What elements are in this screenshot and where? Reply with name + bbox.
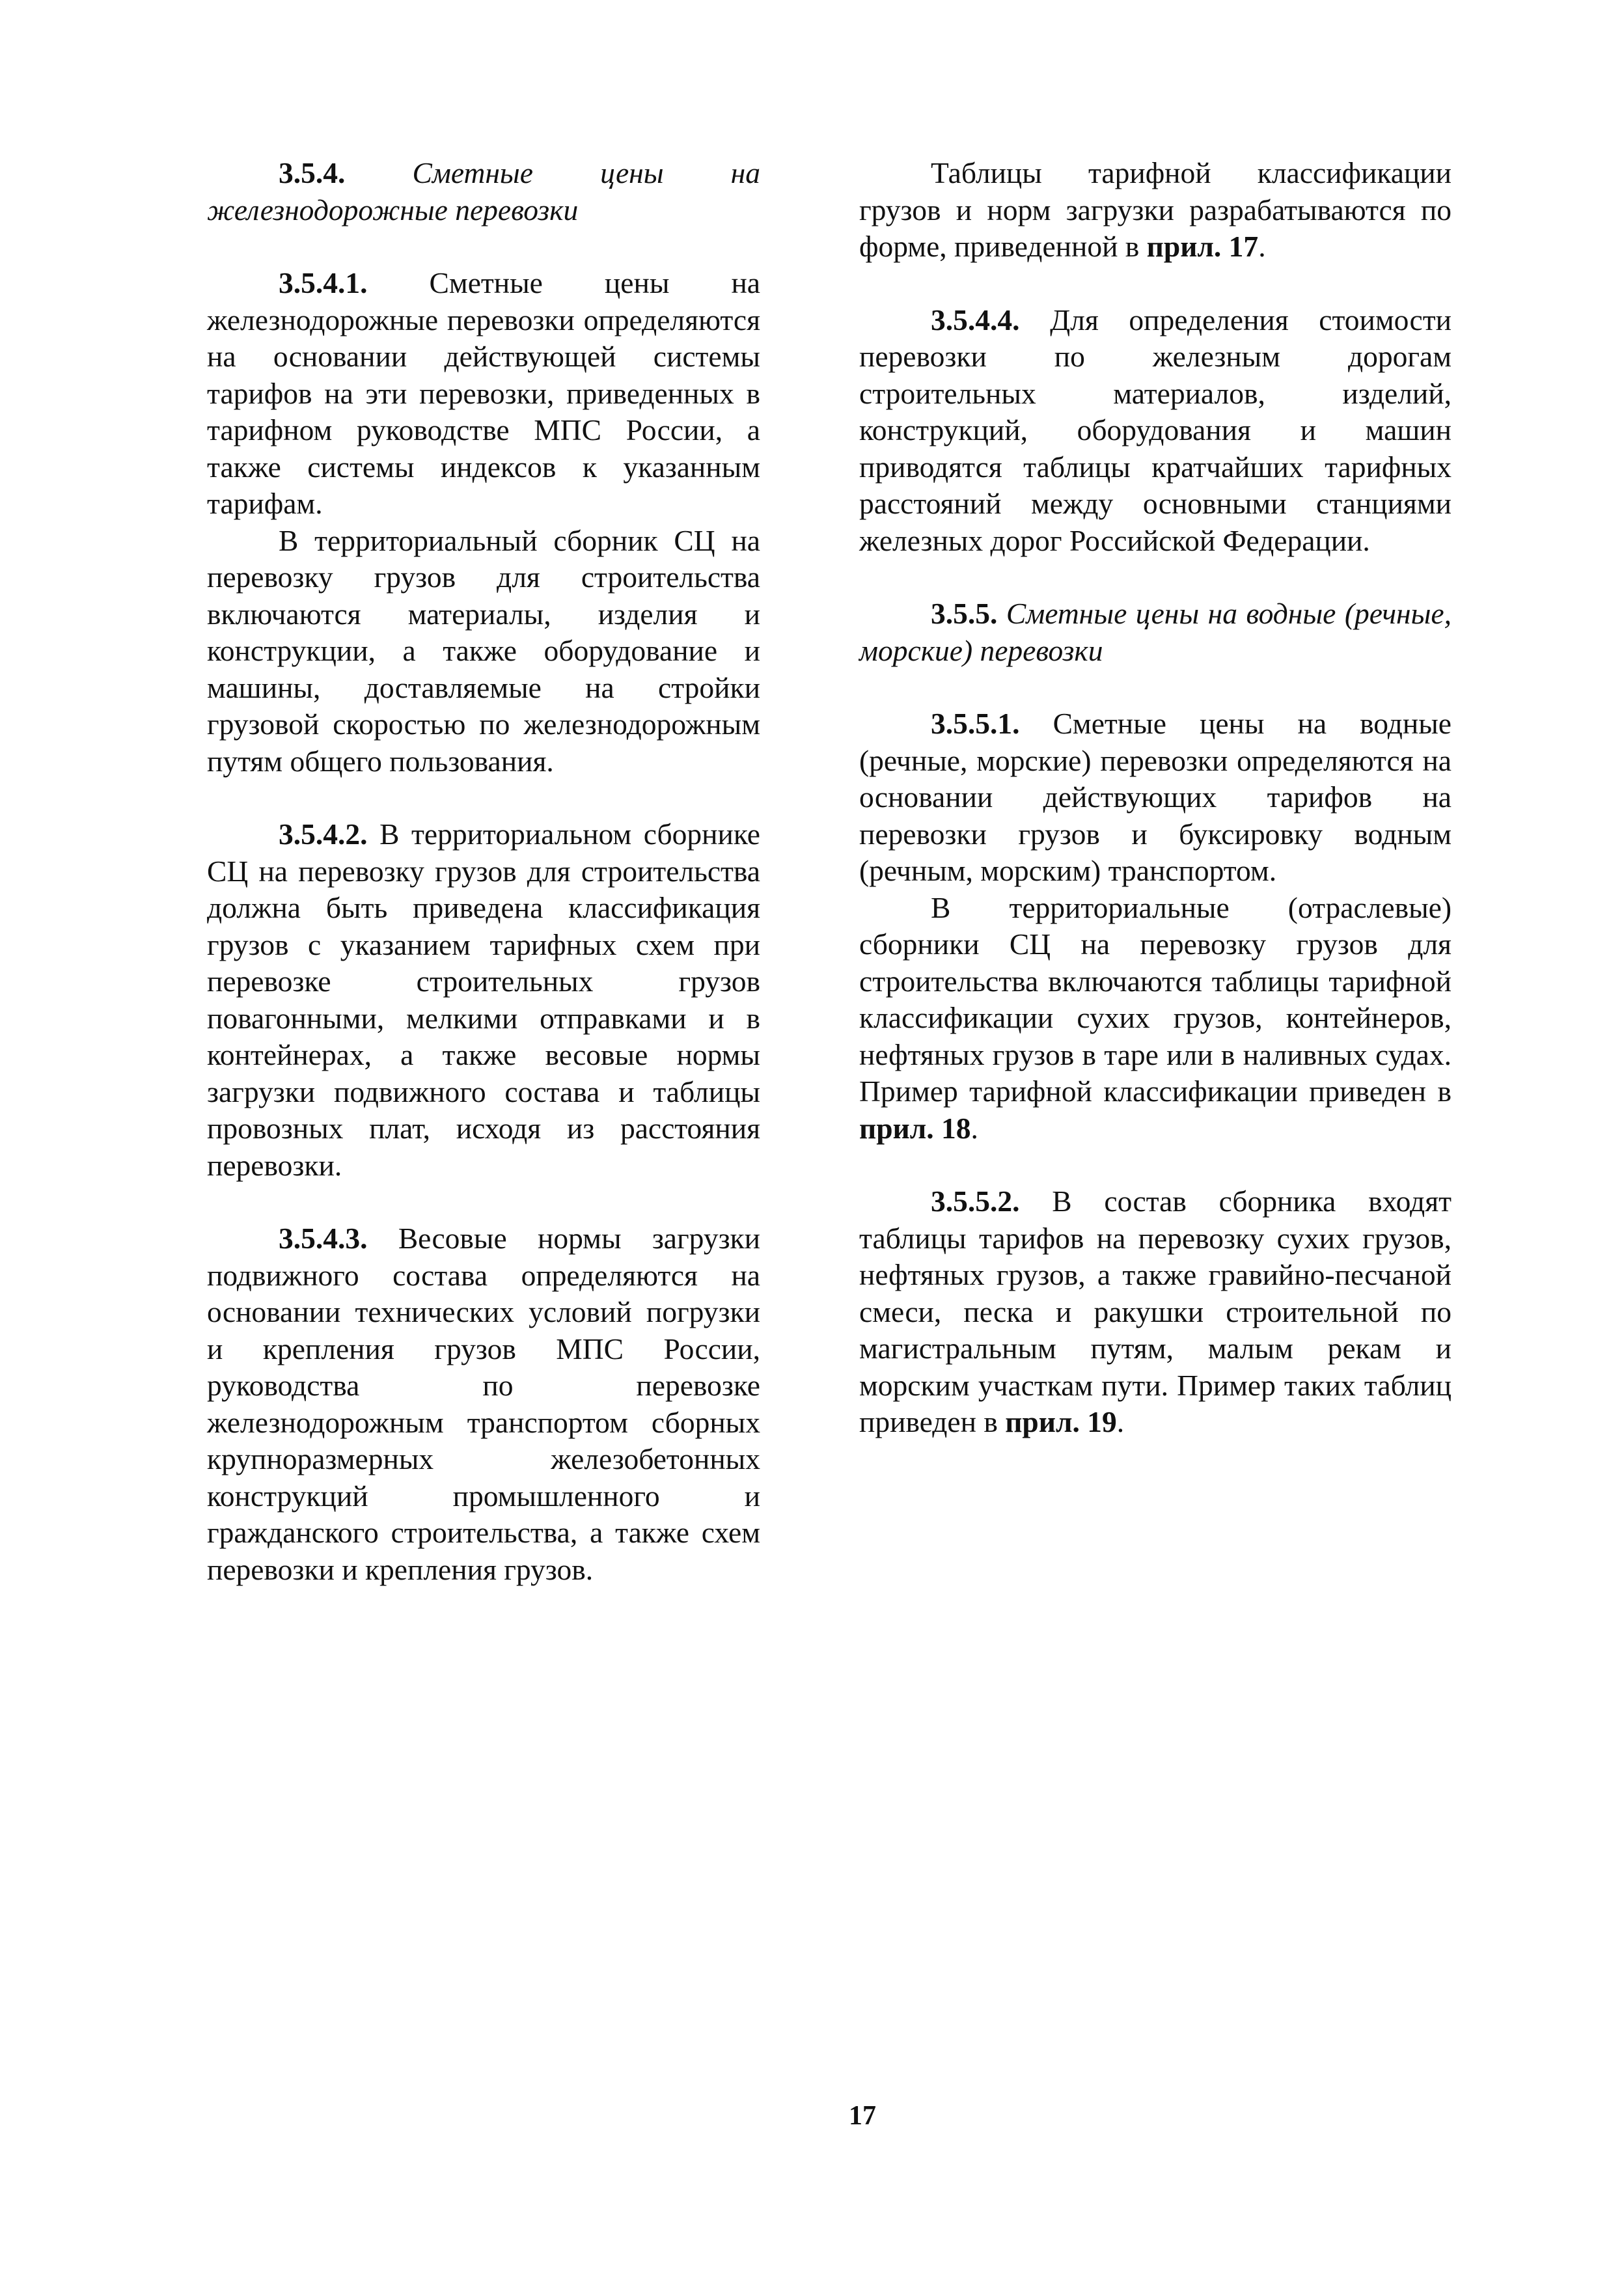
paragraph-3-5-4-1 — [207, 265, 760, 523]
appendix-ref: прил. 17 — [1146, 230, 1259, 263]
paragraph-3-5-5-1 — [859, 706, 1452, 890]
section-number: 3.5.4.4. — [931, 303, 1020, 336]
paragraph-text: В территориальном сборнике СЦ на перевозку грузов для строительства должна быть приведена классификация грузов с указанием тарифных схем при перевозке строительных грузов повагонными, мелкими отправками и в контейнерах, а также весовые нормы загрузки подвижного состава и таблицы провозных плат, исходя из расстояния перевозки. — [207, 817, 760, 1182]
paragraph-3-5-5-1-b — [859, 890, 1452, 1147]
appendix-ref: прил. 19 — [1005, 1405, 1117, 1438]
paragraph-3-5-4-4 — [859, 302, 1452, 560]
section-number: 3.5.5. — [931, 597, 998, 630]
punctuation: . — [970, 1111, 978, 1145]
section-number: 3.5.4.1. — [279, 266, 368, 299]
paragraph-3-5-4-1-b — [207, 523, 760, 780]
section-number: 3.5.5.1. — [931, 707, 1020, 740]
punctuation: . — [1116, 1405, 1125, 1438]
paragraph-text: Весовые нормы загрузки подвижного состава определяются на основании технических условий погрузки и крепления грузов МПС России, руководства по перевозке железнодорожным транспортом сборных крупноразмерных железобетонных конструкций промышленного и гражданского строительства, а также схем перевозки и крепления грузов. — [207, 1222, 760, 1586]
paragraph-text: Сметные цены на водные (речные, морские) перевозки определяются на основании действующих тарифов на перевозки грузов и буксировку водным (речным, морским) транспортом. — [859, 707, 1452, 887]
paragraph-text: В территориальный сборник СЦ на перевозку грузов для строительства включаются материалы, изделия и конструкции, а также оборудование и машины, доставляемые на стройки грузовой скоростью по железнодорожным путям общего пользования. — [207, 523, 760, 778]
right-column — [859, 155, 1452, 1441]
paragraph-3-5-4-2 — [207, 816, 760, 1184]
paragraph-3-5-4-3-cont — [859, 155, 1452, 266]
paragraph-text: Для определения стоимости перевозки по железным дорогам строительных материалов, изделий, конструкций, оборудования и машин приводятся таблицы кратчайших тарифных расстояний между основными станциями железных дорог Российской Федерации. — [859, 303, 1452, 557]
paragraph-3-5-4-3 — [207, 1220, 760, 1588]
left-column — [207, 155, 760, 1588]
paragraph-text: В состав сборника входят таблицы тарифов на перевозку сухих грузов, нефтяных грузов, а также гравийно-песчаной смеси, песка и ракушки строительной по магистральным путям, малым рекам и морским участкам пути. Пример таких таблиц приведен в — [859, 1185, 1452, 1438]
page-number: 17 — [849, 2101, 876, 2131]
paragraph-text: В территориальные (отраслевые) сборники СЦ на перевозку грузов для строительства включаются таблицы тарифной классификации сухих грузов, контейнеров, нефтяных грузов в таре или в наливных судах. Пример тарифной классификации приведен в — [859, 890, 1452, 1108]
section-number: 3.5.5.2. — [931, 1185, 1020, 1218]
paragraph-text: Таблицы тарифной классификации грузов и норм загрузки разрабатываются по форме, приведенной в — [859, 156, 1452, 263]
section-3-5-4-heading — [207, 155, 760, 228]
section-number: 3.5.4. — [279, 156, 346, 189]
paragraph-text: Сметные цены на железнодорожные перевозки определяются на основании действующей системы тарифов на эти перевозки, приведенных в тарифном руководстве МПС России, а также системы индексов к указанным тарифам. — [207, 266, 760, 520]
paragraph-3-5-5-2 — [859, 1183, 1452, 1441]
section-number: 3.5.4.2. — [279, 817, 368, 851]
section-number: 3.5.4.3. — [279, 1222, 368, 1255]
punctuation: . — [1258, 230, 1266, 263]
section-title: Сметные цены на водные (речные, морские) перевозки — [859, 597, 1452, 667]
section-3-5-5-heading — [859, 596, 1452, 669]
section-title: Сметные цены на железнодорожные перевозки — [207, 156, 760, 226]
appendix-ref: прил. 18 — [859, 1111, 971, 1145]
